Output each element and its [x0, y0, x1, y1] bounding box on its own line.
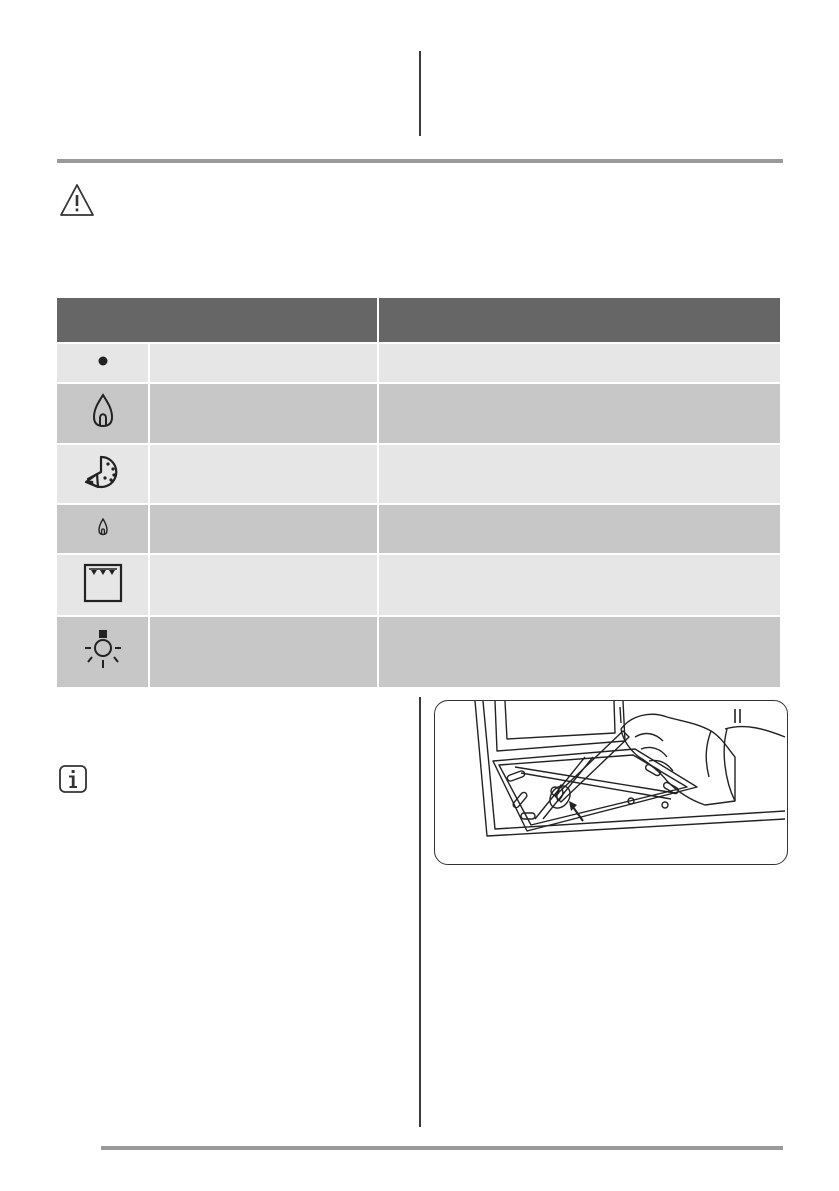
off-dot-icon — [97, 354, 109, 372]
table-row — [57, 553, 780, 615]
gas-flame-large-icon — [90, 393, 116, 434]
table-row — [57, 382, 780, 443]
oven-lamp-icon — [81, 628, 125, 677]
table-row — [57, 342, 780, 382]
burner-ignition-figure — [434, 700, 788, 865]
table-row — [57, 443, 780, 503]
section-rule-bottom — [101, 1146, 783, 1150]
info-icon — [58, 764, 88, 794]
top-heat-icon — [83, 563, 123, 608]
section-rule-top — [57, 159, 783, 163]
pizza-icon — [83, 452, 123, 497]
table-row — [57, 615, 780, 687]
table-header — [57, 298, 780, 342]
column-divider-bottom — [419, 697, 421, 1127]
table-row — [57, 503, 780, 553]
symbols-table — [57, 298, 780, 687]
gas-flame-small-icon — [97, 518, 109, 541]
column-divider-top — [419, 51, 421, 136]
warning-triangle-icon — [58, 182, 96, 218]
